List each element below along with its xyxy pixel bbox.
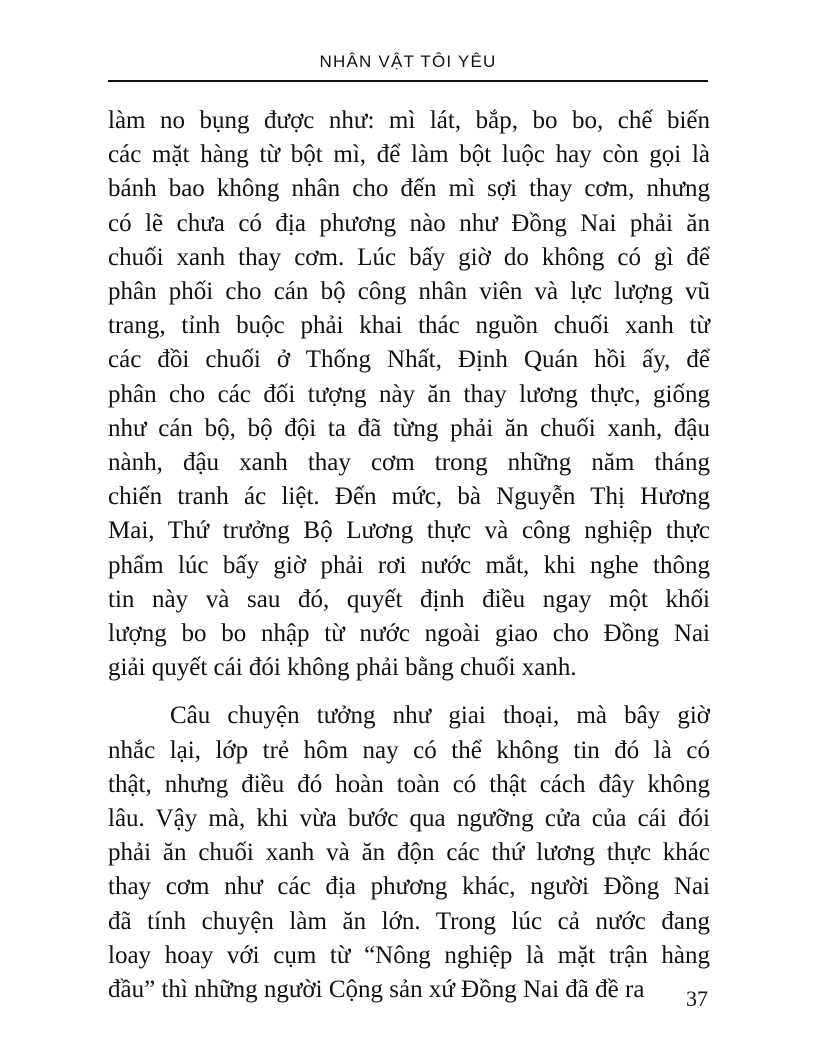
text-line: làm no bụng được như: mì lát, bắp, bo bo, chế biến — [108, 107, 710, 134]
text-line: giải quyết cái đói không phải bằng chuối xanh. — [108, 654, 577, 682]
text-line: đầu” thì những người Cộng sản xứ Đồng Nai đã đề ra — [108, 976, 645, 1004]
text-line: phẩm lúc bấy giờ phải rơi nước mắt, khi nghe thông — [108, 551, 710, 579]
text-line: thay cơm như các địa phương khác, người Đồng Nai — [108, 873, 710, 901]
text-line: nhắc lại, lớp trẻ hôm nay có thể không tin đó là có — [108, 736, 710, 764]
text-line: phân cho các đối tượng này ăn thay lương thực, giống — [108, 380, 710, 408]
header-rule — [108, 80, 708, 82]
page-number: 37 — [686, 986, 708, 1011]
text-line: các đồi chuối ở Thống Nhất, Định Quán hồi ấy, để — [108, 346, 710, 374]
text-line: bánh bao không nhân cho đến mì sợi thay cơm, nhưng — [108, 175, 710, 203]
text-line: phân phối cho cán bộ công nhân viên và lực lượng vũ — [108, 278, 710, 306]
paragraph — [108, 699, 710, 1007]
text-line: như cán bộ, bộ đội ta đã từng phải ăn chuối xanh, đậu — [108, 414, 710, 442]
paragraph — [108, 104, 710, 685]
text-line: nành, đậu xanh thay cơm trong những năm tháng — [108, 449, 710, 477]
text-line: chuối xanh thay cơm. Lúc bấy giờ do không có gì để — [108, 243, 710, 271]
text-line: tin này và sau đó, quyết định điều ngay một khối — [108, 585, 710, 613]
text-line: có lẽ chưa có địa phương nào như Đồng Nai phải ăn — [108, 209, 710, 237]
text-line: chiến tranh ác liệt. Đến mức, bà Nguyễn Thị Hương — [108, 483, 710, 511]
text-line: loay hoay với cụm từ “Nông nghiệp là mặt trận hàng — [108, 941, 710, 969]
text-line: trang, tỉnh buộc phải khai thác nguồn chuối xanh từ — [108, 312, 710, 340]
text-line: lâu. Vậy mà, khi vừa bước qua ngưỡng cửa của cái đói — [108, 805, 710, 833]
text-line: các mặt hàng từ bột mì, để làm bột luộc hay còn gọi là — [108, 141, 710, 169]
running-header: NHÂN VẬT TÔI YÊU — [319, 52, 497, 71]
text-line: lượng bo bo nhập từ nước ngoài giao cho Đồng Nai — [108, 620, 710, 648]
text-line: phải ăn chuối xanh và ăn độn các thứ lương thực khác — [108, 839, 710, 867]
text-line: đã tính chuyện làm ăn lớn. Trong lúc cả nước đang — [108, 907, 710, 935]
text-line: Câu chuyện tưởng như giai thoại, mà bây giờ — [170, 702, 710, 730]
text-line: thật, nhưng điều đó hoàn toàn có thật cách đây không — [108, 770, 710, 798]
body-text — [108, 104, 710, 1007]
text-line: Mai, Thứ trưởng Bộ Lương thực và công nghiệp thực — [108, 517, 710, 545]
